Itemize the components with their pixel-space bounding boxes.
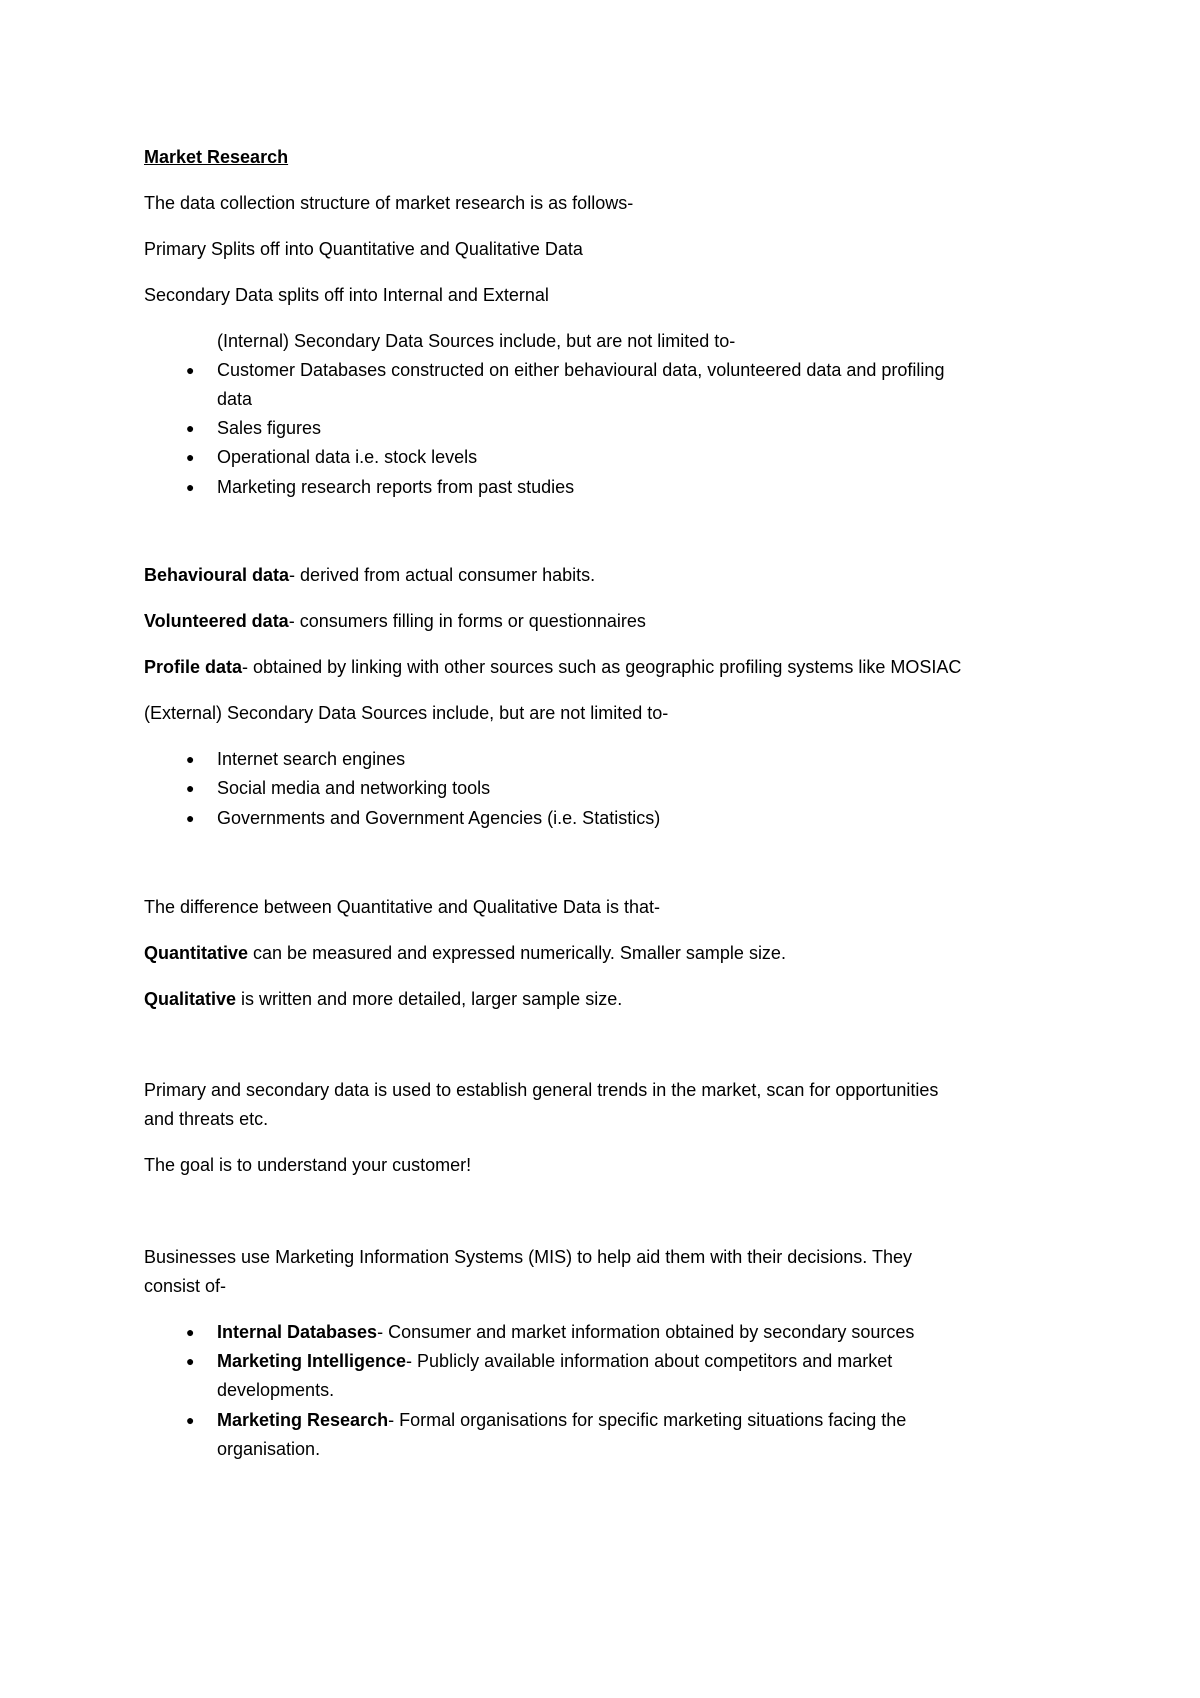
- bullet-icon: ●: [186, 449, 195, 465]
- list-item-continuation: data: [217, 389, 253, 409]
- definition-text: - consumers filling in forms or questionnaires: [288, 611, 646, 631]
- intro-line: The data collection structure of market research is as follows-: [144, 193, 634, 213]
- bullet-icon: ●: [186, 1412, 195, 1428]
- bullet-icon: ●: [186, 810, 195, 826]
- list-item-text: - Consumer and market information obtained by secondary sources: [377, 1322, 915, 1342]
- list-item: [217, 1410, 906, 1432]
- trends-line: Primary and secondary data is used to establish general trends in the market, scan for opportunities: [144, 1080, 939, 1100]
- definition-text: - obtained by linking with other sources such as geographic profiling systems like MOSIAC: [242, 657, 962, 677]
- qualitative-line: [144, 989, 622, 1011]
- definition-behavioural: [144, 565, 595, 587]
- list-item-term: Marketing Research: [217, 1410, 389, 1430]
- bullet-icon: ●: [186, 479, 195, 495]
- quantitative-line: [144, 943, 786, 965]
- list-item: Customer Databases constructed on either behavioural data, volunteered data and profiling: [217, 360, 945, 380]
- list-item: Sales figures: [217, 418, 322, 438]
- list-item: [217, 1322, 914, 1344]
- bullet-icon: ●: [186, 1353, 195, 1369]
- definition-profile: [144, 657, 961, 679]
- list-item: Governments and Government Agencies (i.e. Statistics): [217, 808, 661, 828]
- external-sources-heading: (External) Secondary Data Sources include, but are not limited to-: [144, 703, 669, 723]
- secondary-split-line: Secondary Data splits off into Internal and External: [144, 285, 549, 305]
- bullet-icon: ●: [186, 751, 195, 767]
- definition-term: Volunteered data: [144, 611, 289, 631]
- mis-intro-continuation: consist of-: [144, 1276, 227, 1296]
- list-item: Operational data i.e. stock levels: [217, 447, 478, 467]
- bullet-icon: ●: [186, 1324, 195, 1340]
- trends-line-continuation: and threats etc.: [144, 1109, 269, 1129]
- qualitative-text: is written and more detailed, larger sample size.: [236, 989, 623, 1009]
- definition-volunteered: [144, 611, 646, 633]
- list-item: [217, 1351, 892, 1373]
- mis-intro-line: Businesses use Marketing Information Systems (MIS) to help aid them with their decisions. They: [144, 1247, 912, 1267]
- primary-split-line: Primary Splits off into Quantitative and Qualitative Data: [144, 239, 583, 259]
- list-item: Internet search engines: [217, 749, 406, 769]
- list-item-term: Internal Databases: [217, 1322, 378, 1342]
- list-item: Social media and networking tools: [217, 778, 491, 798]
- list-item-continuation: organisation.: [217, 1439, 321, 1459]
- qualitative-term: Qualitative: [144, 989, 237, 1009]
- quantitative-text: can be measured and expressed numerically. Smaller sample size.: [248, 943, 786, 963]
- bullet-icon: ●: [186, 420, 195, 436]
- difference-heading: The difference between Quantitative and Qualitative Data is that-: [144, 897, 660, 917]
- list-item-text: - Formal organisations for specific marketing situations facing the: [388, 1410, 907, 1430]
- document-title: Market Research: [144, 147, 289, 167]
- definition-term: Profile data: [144, 657, 243, 677]
- definition-term: Behavioural data: [144, 565, 290, 585]
- definition-text: - derived from actual consumer habits.: [289, 565, 596, 585]
- internal-sources-heading: (Internal) Secondary Data Sources include, but are not limited to-: [217, 331, 736, 351]
- list-item: Marketing research reports from past studies: [217, 477, 575, 497]
- list-item-term: Marketing Intelligence: [217, 1351, 407, 1371]
- bullet-icon: ●: [186, 362, 195, 378]
- bullet-icon: ●: [186, 780, 195, 796]
- list-item-text: - Publicly available information about competitors and market: [406, 1351, 893, 1371]
- quantitative-term: Quantitative: [144, 943, 249, 963]
- list-item-continuation: developments.: [217, 1380, 335, 1400]
- goal-line: The goal is to understand your customer!: [144, 1155, 472, 1175]
